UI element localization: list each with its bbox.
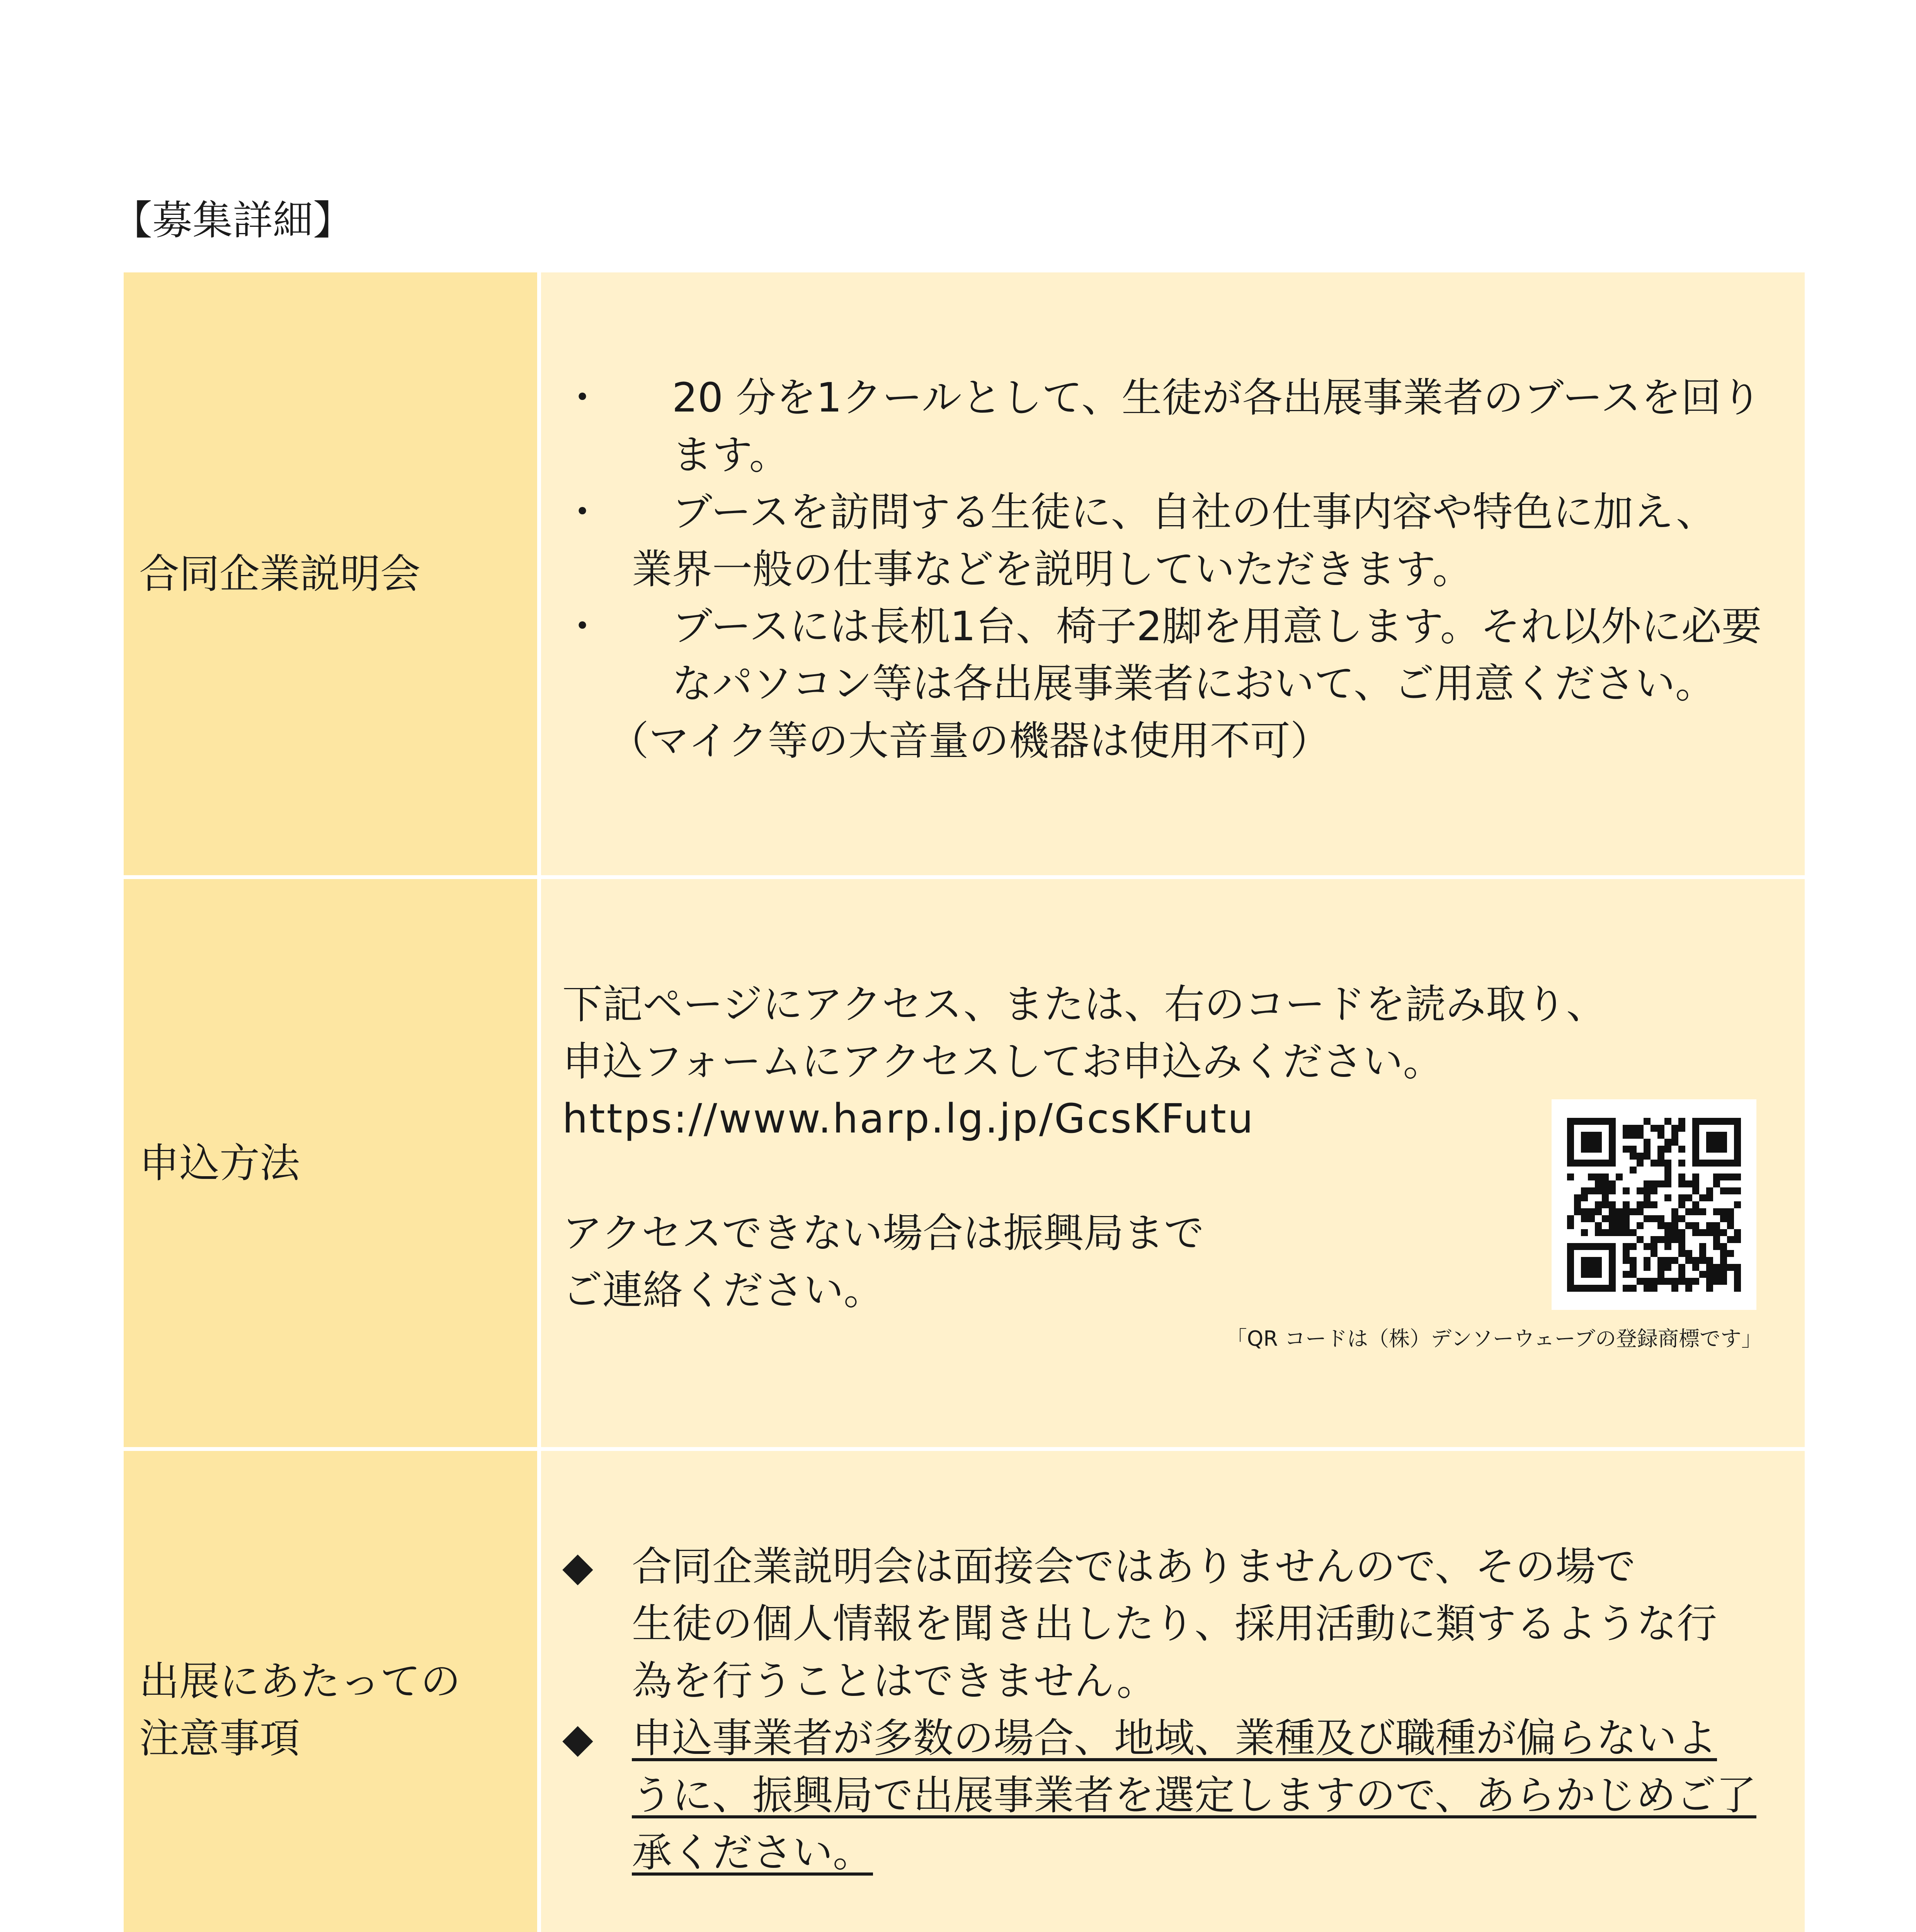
list-item xyxy=(562,1538,1789,1709)
fallback-line: ご連絡ください。 xyxy=(562,1267,884,1314)
bullet-line: 為を行うことはできません。 xyxy=(632,1657,1157,1704)
row-content-apply xyxy=(539,877,1807,1449)
bullet-line: ブースを訪問する生徒に、自社の仕事内容や特色に加え、 xyxy=(632,488,1716,536)
diamond-bullet-icon: ◆ xyxy=(562,1714,593,1762)
bullet-line: 生徒の個人情報を聞き出したり、採用活動に類するような行 xyxy=(632,1600,1717,1647)
row-label-notes xyxy=(122,1449,539,1932)
apply-line: 下記ページにアクセス、または、右のコードを読み取り、 xyxy=(562,981,1606,1028)
row-label-line: 注意事項 xyxy=(139,1715,300,1762)
bullet-line: ブースには長机1台、椅子2脚を用意します。それ以外に必要 xyxy=(632,603,1762,650)
diamond-bullet-icon: ◆ xyxy=(562,1543,593,1590)
bullet-mark: ・ xyxy=(562,374,603,421)
bullet-line: 申込事業者が多数の場合、地域、業種及び職種が偏らないよ xyxy=(632,1714,1717,1762)
table-row-seminar xyxy=(122,270,1807,877)
qr-caption: 「QR コードは（株）デンソーウェーブの登録商標です」 xyxy=(1226,1327,1762,1351)
bullet-line: 承ください。 xyxy=(632,1829,873,1876)
table-row-apply xyxy=(122,877,1807,1449)
table-row-notes xyxy=(122,1449,1807,1932)
row-label-seminar: 合同企業説明会 xyxy=(122,270,539,877)
bullet-mark: ・ xyxy=(562,603,603,650)
fallback-line: アクセスできない場合は振興局まで xyxy=(562,1209,1204,1257)
row-content-seminar xyxy=(539,270,1807,877)
qr-code-icon xyxy=(1567,1118,1741,1292)
list-item xyxy=(562,598,1789,712)
bullet-line: なパソコン等は各出展事業者において、ご用意ください。 xyxy=(632,660,1715,707)
qr-code[interactable] xyxy=(1552,1099,1756,1310)
list-item xyxy=(562,483,1789,598)
apply-line: 申込フォームにアクセスしてお申込みください。 xyxy=(562,1038,1443,1085)
row-label-apply: 申込方法 xyxy=(122,877,539,1449)
bullet-line: 合同企業説明会は面接会ではありませんので、その場で xyxy=(632,1543,1636,1590)
row-label-line: 出展にあたっての xyxy=(139,1658,461,1705)
page-title: 【募集詳細】 xyxy=(112,197,354,244)
seminar-note: （マイク等の大音量の機器は使用不可） xyxy=(609,717,1331,764)
list-item xyxy=(562,369,1789,483)
details-table xyxy=(120,269,1809,1932)
apply-url-link[interactable]: https://www.harp.lg.jp/GcsKFutu xyxy=(562,1095,1255,1142)
bullet-line: 業界一般の仕事などを説明していただきます。 xyxy=(632,546,1473,593)
bullet-line: うに、振興局で出展事業者を選定しますので、あらかじめご了 xyxy=(632,1772,1756,1819)
bullet-mark: ・ xyxy=(562,488,603,536)
bullet-line: 20 分を1クールとして、生徒が各出展事業者のブースを回り xyxy=(632,374,1762,421)
row-content-notes xyxy=(539,1449,1807,1932)
list-item xyxy=(562,1709,1789,1881)
bullet-line: ます。 xyxy=(632,431,790,478)
